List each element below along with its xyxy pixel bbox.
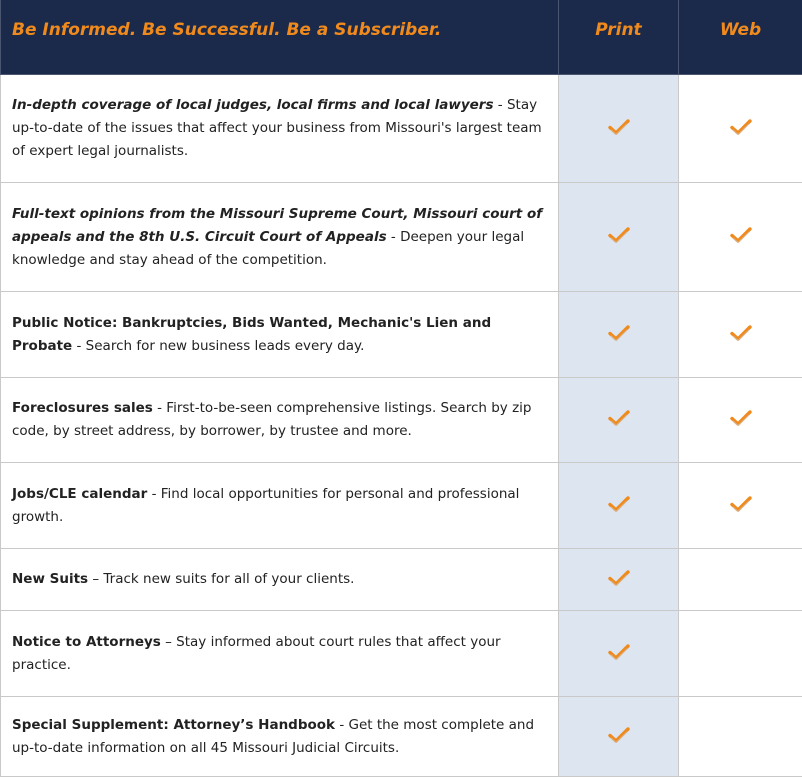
feature-description: [1, 75, 559, 183]
feature-heading: New Suits: [12, 571, 88, 587]
feature-text: - Find local opportunities for personal and professional growth.: [12, 486, 519, 525]
feature-heading: Special Supplement: Attorney’s Handbook: [12, 717, 335, 733]
web-availability-cell: [679, 697, 802, 777]
print-availability-cell: [559, 549, 679, 611]
feature-text: – Track new suits for all of your clients.: [88, 571, 354, 587]
table-row: [1, 697, 802, 777]
feature-text: – Stay informed about court rules that affect your practice.: [12, 634, 501, 673]
web-column-header: Web: [679, 0, 802, 75]
checkmark-icon: [608, 325, 630, 341]
table-title: Be Informed. Be Successful. Be a Subscriber.: [1, 0, 559, 75]
feature-heading: Jobs/CLE calendar: [12, 486, 147, 502]
feature-description: [1, 463, 559, 549]
feature-text: - Deepen your legal knowledge and stay ahead of the competition.: [12, 229, 524, 268]
feature-heading: Foreclosures sales: [12, 400, 153, 416]
table-row: [1, 75, 802, 183]
header-row: [1, 0, 802, 75]
table-row: [1, 549, 802, 611]
checkmark-icon: [608, 410, 630, 426]
table-row: [1, 463, 802, 549]
feature-description: [1, 697, 559, 777]
feature-heading: Notice to Attorneys: [12, 634, 161, 650]
checkmark-icon: [730, 227, 752, 243]
feature-description: [1, 611, 559, 697]
print-availability-cell: [559, 75, 679, 183]
print-column-header: Print: [559, 0, 679, 75]
checkmark-icon: [608, 570, 630, 586]
table-row: [1, 183, 802, 292]
table-row: [1, 611, 802, 697]
table-row: [1, 292, 802, 378]
feature-description: [1, 378, 559, 463]
checkmark-icon: [608, 227, 630, 243]
web-availability-cell: [679, 183, 802, 292]
feature-text: - Search for new business leads every day.: [72, 338, 364, 354]
web-availability-cell: [679, 292, 802, 378]
feature-text: - First-to-be-seen comprehensive listings. Search by zip code, by street address, by borrower, by trustee and more.: [12, 400, 531, 439]
print-availability-cell: [559, 611, 679, 697]
feature-description: [1, 183, 559, 292]
print-availability-cell: [559, 463, 679, 549]
checkmark-icon: [608, 727, 630, 743]
checkmark-icon: [608, 496, 630, 512]
print-availability-cell: [559, 697, 679, 777]
feature-description: [1, 549, 559, 611]
feature-heading: Full-text opinions from the Missouri Supreme Court, Missouri court of appeals and the 8th U.S. Circuit Court of Appeals: [12, 206, 542, 245]
feature-heading: Public Notice: Bankruptcies, Bids Wanted, Mechanic's Lien and Probate: [12, 315, 491, 354]
print-availability-cell: [559, 292, 679, 378]
feature-heading: In-depth coverage of local judges, local firms and local lawyers: [12, 97, 494, 113]
checkmark-icon: [730, 325, 752, 341]
web-availability-cell: [679, 378, 802, 463]
feature-text: - Get the most complete and up-to-date information on all 45 Missouri Judicial Circuits.: [12, 717, 534, 756]
checkmark-icon: [608, 644, 630, 660]
feature-text: - Stay up-to-date of the issues that affect your business from Missouri's largest team of expert legal journalists.: [12, 97, 542, 159]
print-availability-cell: [559, 183, 679, 292]
web-availability-cell: [679, 75, 802, 183]
web-availability-cell: [679, 463, 802, 549]
checkmark-icon: [730, 496, 752, 512]
web-availability-cell: [679, 549, 802, 611]
print-availability-cell: [559, 378, 679, 463]
feature-description: [1, 292, 559, 378]
checkmark-icon: [730, 119, 752, 135]
checkmark-icon: [730, 410, 752, 426]
checkmark-icon: [608, 119, 630, 135]
table-row: [1, 378, 802, 463]
web-availability-cell: [679, 611, 802, 697]
